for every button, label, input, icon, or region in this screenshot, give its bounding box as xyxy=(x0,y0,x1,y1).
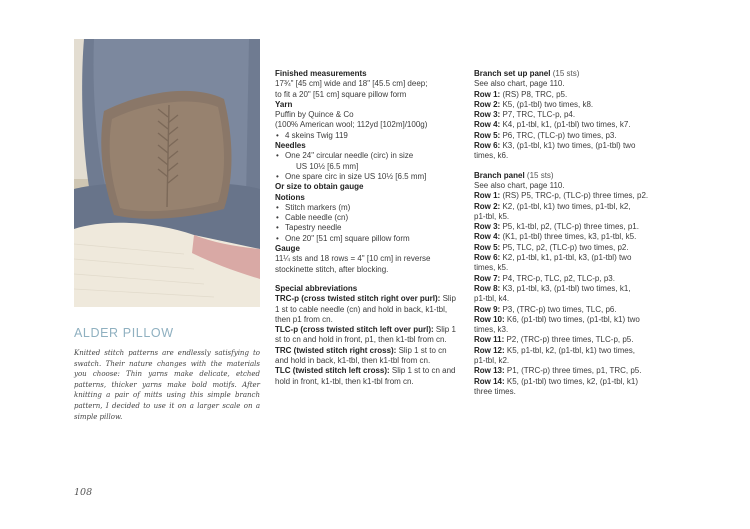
notions-bullet: • Stitch markers (m) xyxy=(275,203,464,213)
abbreviation xyxy=(275,356,464,366)
materials-column xyxy=(275,69,464,387)
abbreviation-label: TRC (twisted stitch right cross): xyxy=(275,345,397,355)
setup-row-text: times, k6. xyxy=(474,151,509,161)
abbreviation-text: hold in front, k1-tbl, then k1-tbl from cn. xyxy=(275,376,414,386)
panel-row-label: Row 11: xyxy=(474,335,505,345)
notions-bullet: • Tapestry needle xyxy=(275,223,464,233)
panel-row-text: (RS) P5, TRC-p, (TLC-p) three times, p2. xyxy=(500,191,649,201)
panel-row xyxy=(474,232,670,242)
notions-bullet: • One 20" [51 cm] square pillow form xyxy=(275,234,464,244)
panel-row xyxy=(474,202,670,212)
finished-line: 17¾" [45 cm] wide and 18" [45.5 cm] deep; xyxy=(275,79,428,89)
setup-row-text: K5, (p1-tbl) two times, k8. xyxy=(500,99,594,109)
panel-row xyxy=(474,387,670,397)
panel-row-text: times, k3. xyxy=(474,325,509,335)
pattern-title: ALDER PILLOW xyxy=(74,326,174,340)
abbreviation xyxy=(275,377,464,387)
panel-row-text: P3, (TRC-p) two times, TLC, p6. xyxy=(500,304,617,314)
panel-row-text: times, k5. xyxy=(474,263,509,273)
setup-chart-ref: See also chart, page 110. xyxy=(474,79,565,89)
panel-row xyxy=(474,366,670,376)
panel-row-text: three times. xyxy=(474,386,516,396)
panel-row-text: p1-tbl, k5. xyxy=(474,211,510,221)
setup-row xyxy=(474,110,670,120)
panel-row xyxy=(474,222,670,232)
setup-row-label: Row 5: xyxy=(474,130,501,140)
yarn-line: (100% American wool; 112yd [102m]/100g) xyxy=(275,120,428,130)
abbreviation xyxy=(275,305,464,315)
page-number: 108 xyxy=(74,487,93,498)
panel-row xyxy=(474,212,670,222)
panel-row xyxy=(474,253,670,263)
setup-row-text: P6, TRC, (TLC-p) two times, p3. xyxy=(500,130,617,140)
panel-row-label: Row 13: xyxy=(474,366,505,376)
setup-row xyxy=(474,120,670,130)
setup-row-text: K4, p1-tbl, k1, (p1-tbl) two times, k7. xyxy=(500,120,631,130)
setup-row-text: (RS) P8, TRC, p5. xyxy=(500,89,568,99)
setup-row-text: P7, TRC, TLC-p, p4. xyxy=(500,110,576,120)
panel-row-label: Row 2: xyxy=(474,201,501,211)
panel-row xyxy=(474,305,670,315)
setup-row-label: Row 4: xyxy=(474,120,501,130)
instructions-column xyxy=(474,69,670,397)
panel-row-text: P5, k1-tbl, p2, (TLC-p) three times, p1. xyxy=(500,222,639,232)
abbreviation xyxy=(275,294,464,304)
setup-row xyxy=(474,90,670,100)
abbreviation-text: Slip 1 xyxy=(433,325,456,335)
yarn-line: Puffin by Quince & Co xyxy=(275,110,354,120)
panel-row xyxy=(474,346,670,356)
yarn-bullet: • 4 skeins Twig 119 xyxy=(275,131,464,141)
panel-row xyxy=(474,335,670,345)
abbreviation-text: then p1 from cn. xyxy=(275,314,333,324)
panel-row-text: (K1, p1-tbl) three times, k3, p1-tbl, k5. xyxy=(500,232,637,242)
panel-row-label: Row 4: xyxy=(474,232,501,242)
setup-row xyxy=(474,141,670,151)
abbreviation-text: Slip 1 st to cn and xyxy=(389,366,456,376)
setup-stitch-count: (15 sts) xyxy=(552,69,580,78)
gauge-heading: Gauge xyxy=(275,244,300,254)
abbreviations-list xyxy=(275,294,464,387)
needles-bullet-cont: US 10½ [6.5 mm] xyxy=(296,161,359,171)
gauge-line: 11¼ sts and 18 rows = 4" [10 cm] in reverse xyxy=(275,254,431,264)
setup-row-label: Row 1: xyxy=(474,89,501,99)
panel-row xyxy=(474,191,670,201)
finished-heading: Finished measurements xyxy=(275,69,367,78)
panel-stitch-count: (15 sts) xyxy=(526,170,554,180)
notions-bullet: • Cable needle (cn) xyxy=(275,213,464,223)
panel-row-label: Row 5: xyxy=(474,242,501,252)
panel-row-text: p1-tbl, k2. xyxy=(474,356,510,366)
panel-row-label: Row 1: xyxy=(474,191,501,201)
abbreviation xyxy=(275,335,464,345)
abbreviation xyxy=(275,315,464,325)
abbreviation-text: and hold in back, k1-tbl, then k1-tbl from cn. xyxy=(275,356,431,366)
abbreviation xyxy=(275,325,464,335)
abbreviation xyxy=(275,366,464,376)
setup-panel-heading xyxy=(474,69,670,79)
panel-row xyxy=(474,243,670,253)
panel-row-text: K3, p1-tbl, k3, (p1-tbl) two times, k1, xyxy=(500,283,631,293)
abbreviation-label: TRC-p (cross twisted stitch right over purl): xyxy=(275,294,441,304)
panel-row-label: Row 8: xyxy=(474,283,501,293)
finished-line: to fit a 20" [51 cm] square pillow form xyxy=(275,89,407,99)
panel-heading-text: Branch panel xyxy=(474,170,525,180)
panel-row xyxy=(474,284,670,294)
pillow-photo-illustration xyxy=(74,39,260,307)
abbreviation-text: 1 st to cable needle (cn) and hold in back, k1-tbl, xyxy=(275,304,448,314)
panel-row-label: Row 12: xyxy=(474,345,505,355)
panel-row xyxy=(474,274,670,284)
setup-row xyxy=(474,151,670,161)
panel-row-text: P4, TRC-p, TLC, p2, TLC-p, p3. xyxy=(500,273,615,283)
setup-row xyxy=(474,100,670,110)
abbreviation-text: Slip 1 st to cn xyxy=(396,345,447,355)
panel-row-label: Row 9: xyxy=(474,304,501,314)
panel-row-text: K2, p1-tbl, k1, p1-tbl, k3, (p1-tbl) two xyxy=(500,253,632,263)
setup-heading-text: Branch set up panel xyxy=(474,69,551,78)
gauge-note: Or size to obtain gauge xyxy=(275,182,364,192)
abbreviation-text: st to cn and hold in front, p1, then k1-tbl from cn. xyxy=(275,335,447,345)
pillow-photo xyxy=(74,39,260,307)
gauge-line: stockinette stitch, after blocking. xyxy=(275,264,389,274)
panel-row-text: P2, (TRC-p) three times, TLC-p, p5. xyxy=(504,335,634,345)
panel-row-label: Row 7: xyxy=(474,273,501,283)
panel-row-text: p1-tbl, k4. xyxy=(474,294,510,304)
panel-row-text: K2, (p1-tbl, k1) two times, p1-tbl, k2, xyxy=(500,201,631,211)
panel-row xyxy=(474,356,670,366)
panel-row xyxy=(474,325,670,335)
setup-row xyxy=(474,131,670,141)
notions-heading: Notions xyxy=(275,192,305,202)
panel-chart-ref: See also chart, page 110. xyxy=(474,180,565,190)
setup-row-label: Row 2: xyxy=(474,99,501,109)
needles-bullet: • One 24" circular needle (circ) in size xyxy=(275,151,464,161)
intro-paragraph: Knitted stitch patterns are endlessly satisfying to swatch. Their nature changes with the materials you choose: Thin yarns make delicate, etched patterns, thicker yarns make bold motifs. After knitting a pair of mitts using this simple branch pattern, I decided to use it on a larger scale on a simple pillow. xyxy=(74,349,260,421)
needles-bullet: • One spare circ in size US 10½ [6.5 mm] xyxy=(275,172,464,182)
abbreviations-heading: Special abbreviations xyxy=(275,283,358,293)
setup-row-label: Row 6: xyxy=(474,141,501,151)
panel-row-text: K5, p1-tbl, k2, (p1-tbl, k1) two times, xyxy=(504,345,635,355)
panel-row xyxy=(474,263,670,273)
yarn-heading: Yarn xyxy=(275,99,293,109)
abbreviation xyxy=(275,346,464,356)
panel-rows xyxy=(474,191,670,397)
panel-row-label: Row 10: xyxy=(474,314,505,324)
panel-row-label: Row 3: xyxy=(474,222,501,232)
panel-row-label: Row 6: xyxy=(474,253,501,263)
abbreviation-label: TLC-p (cross twisted stitch left over purl): xyxy=(275,325,434,335)
setup-row-text: K3, (p1-tbl, k1) two times, (p1-tbl) two xyxy=(500,141,636,151)
panel-row-text: P1, (TRC-p) three times, p1, TRC, p5. xyxy=(504,366,642,376)
branch-panel-heading xyxy=(474,171,670,181)
abbreviation-text: Slip xyxy=(440,294,456,304)
panel-row-label: Row 14: xyxy=(474,376,505,386)
panel-row-text: P5, TLC, p2, (TLC-p) two times, p2. xyxy=(500,242,629,252)
needles-heading: Needles xyxy=(275,141,306,151)
panel-row xyxy=(474,315,670,325)
panel-row-text: K5, (p1-tbl) two times, k2, (p1-tbl, k1) xyxy=(504,376,639,386)
panel-row xyxy=(474,377,670,387)
setup-rows xyxy=(474,90,670,162)
abbreviation-label: TLC (twisted stitch left cross): xyxy=(275,366,390,376)
setup-row-label: Row 3: xyxy=(474,110,501,120)
panel-row xyxy=(474,294,670,304)
panel-row-text: K6, (p1-tbl) two times, (p1-tbl, k1) two xyxy=(504,314,640,324)
